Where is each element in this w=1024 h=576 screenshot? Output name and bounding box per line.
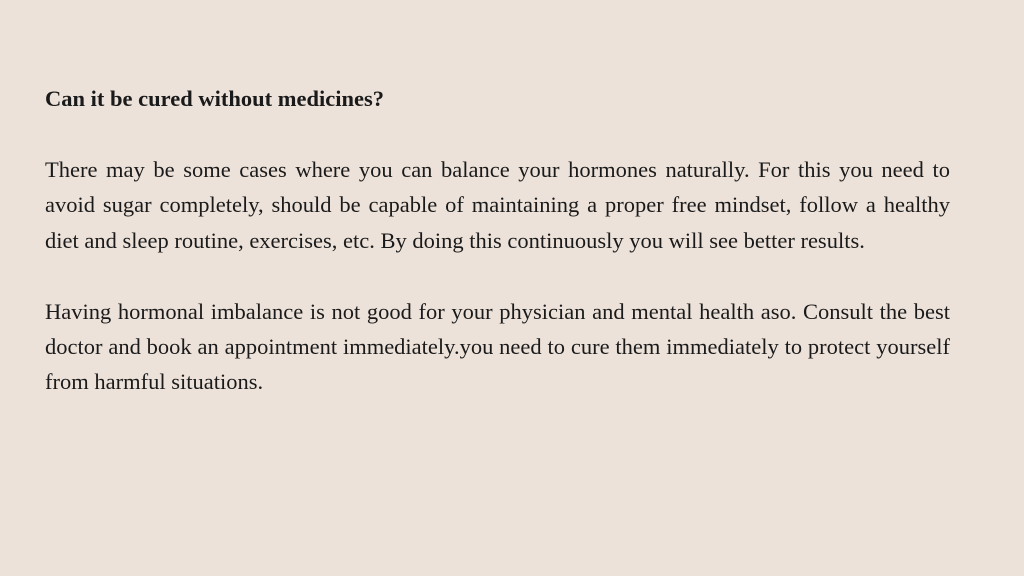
- paragraph-consult-doctor: Having hormonal imbalance is not good for your physician and mental health aso. Consult the best doctor and book an appointment immediately.you need to cure them immediately to protect yourself from harmful situations.: [45, 298, 950, 395]
- slide-heading: Can it be cured without medicines?: [45, 86, 384, 111]
- slide-content: [45, 82, 950, 436]
- paragraph-natural-balance: There may be some cases where you can balance your hormones naturally. For this you need to avoid sugar completely, should be capable of maintaining a proper free mindset, follow a healthy diet and sleep routine, exercises, etc. By doing this continuously you will see better results.: [45, 157, 950, 253]
